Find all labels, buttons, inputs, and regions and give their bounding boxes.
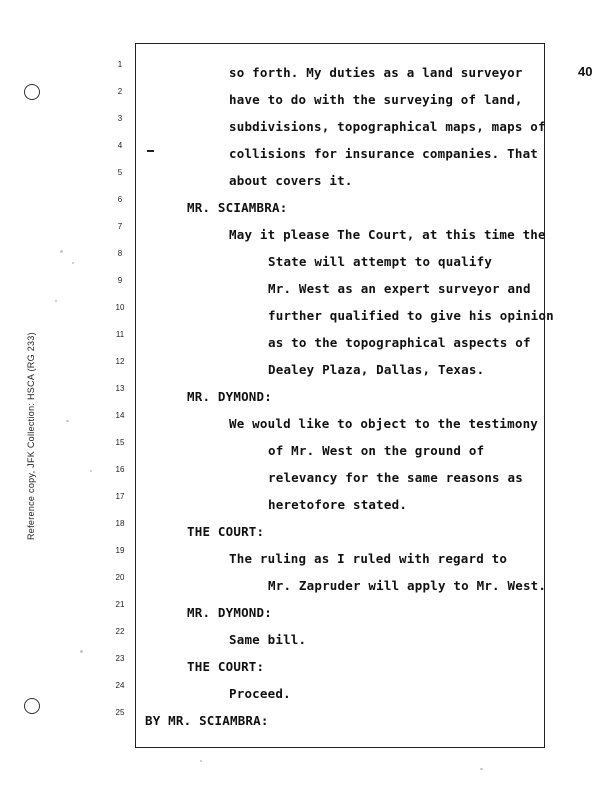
line-number: 8 bbox=[117, 249, 123, 258]
speaker-label: THE COURT: bbox=[187, 659, 265, 674]
transcript-line: May it please The Court, at this time the bbox=[229, 227, 546, 242]
line-number: 3 bbox=[117, 114, 123, 123]
transcript-line: further qualified to give his opinion bbox=[268, 308, 554, 323]
transcript-line: about covers it. bbox=[229, 173, 353, 188]
speaker-label: BY MR. SCIAMBRA: bbox=[145, 713, 269, 728]
line-number: 4 bbox=[117, 141, 123, 150]
line-number: 13 bbox=[115, 384, 125, 393]
speaker-label: MR. SCIAMBRA: bbox=[187, 200, 288, 215]
line-number: 22 bbox=[115, 627, 125, 636]
transcript-line: so forth. My duties as a land surveyor bbox=[229, 65, 523, 80]
transcript-line: subdivisions, topographical maps, maps of bbox=[229, 119, 546, 134]
line-number: 14 bbox=[115, 411, 125, 420]
scan-speck bbox=[90, 470, 92, 472]
line-number: 11 bbox=[115, 330, 125, 339]
line-number: 7 bbox=[117, 222, 123, 231]
transcript-line: have to do with the surveying of land, bbox=[229, 92, 523, 107]
punch-hole-bottom bbox=[24, 698, 40, 714]
line-number: 15 bbox=[115, 438, 125, 447]
line-number: 17 bbox=[115, 492, 125, 501]
line-number: 25 bbox=[115, 708, 125, 717]
scan-speck bbox=[480, 768, 483, 770]
line-number: 19 bbox=[115, 546, 125, 555]
transcript-line: State will attempt to qualify bbox=[268, 254, 493, 269]
scan-speck bbox=[55, 300, 57, 302]
line-number: 10 bbox=[115, 303, 125, 312]
line-number: 6 bbox=[117, 195, 123, 204]
transcript-line: collisions for insurance companies. That bbox=[229, 146, 539, 161]
transcript-line: The ruling as I ruled with regard to bbox=[229, 551, 508, 566]
transcript-line: as to the topographical aspects of bbox=[268, 335, 531, 350]
line-number: 5 bbox=[117, 168, 123, 177]
scan-speck bbox=[200, 760, 202, 762]
line-number: 23 bbox=[115, 654, 125, 663]
transcript-line: relevancy for the same reasons as bbox=[268, 470, 523, 485]
transcript-line: Mr. West as an expert surveyor and bbox=[268, 281, 531, 296]
line-number: 16 bbox=[115, 465, 125, 474]
speaker-label: MR. DYMOND: bbox=[187, 605, 272, 620]
transcript-line: Mr. Zapruder will apply to Mr. West. bbox=[268, 578, 547, 593]
scan-speck bbox=[72, 262, 74, 264]
line-number: 12 bbox=[115, 357, 125, 366]
transcript-line: Proceed. bbox=[229, 686, 291, 701]
scan-speck bbox=[80, 650, 83, 653]
transcript-line: We would like to object to the testimony bbox=[229, 416, 539, 431]
transcript-line: heretofore stated. bbox=[268, 497, 408, 512]
page-number: 40 bbox=[578, 64, 593, 79]
transcript-line: Same bill. bbox=[229, 632, 307, 647]
line-number: 18 bbox=[115, 519, 125, 528]
transcript-line: Dealey Plaza, Dallas, Texas. bbox=[268, 362, 485, 377]
margin-dash-mark bbox=[147, 150, 154, 152]
line-number: 20 bbox=[115, 573, 125, 582]
scan-speck bbox=[66, 420, 69, 422]
speaker-label: THE COURT: bbox=[187, 524, 265, 539]
punch-hole-top bbox=[24, 84, 40, 100]
scan-speck bbox=[60, 250, 63, 253]
line-number: 1 bbox=[117, 60, 123, 69]
transcript-line: of Mr. West on the ground of bbox=[268, 443, 485, 458]
line-number: 2 bbox=[117, 87, 123, 96]
line-number: 24 bbox=[115, 681, 125, 690]
line-number: 21 bbox=[115, 600, 125, 609]
archive-side-stamp: Reference copy, JFK Collection: HSCA (RG 233) bbox=[26, 332, 36, 540]
line-number: 9 bbox=[117, 276, 123, 285]
speaker-label: MR. DYMOND: bbox=[187, 389, 272, 404]
